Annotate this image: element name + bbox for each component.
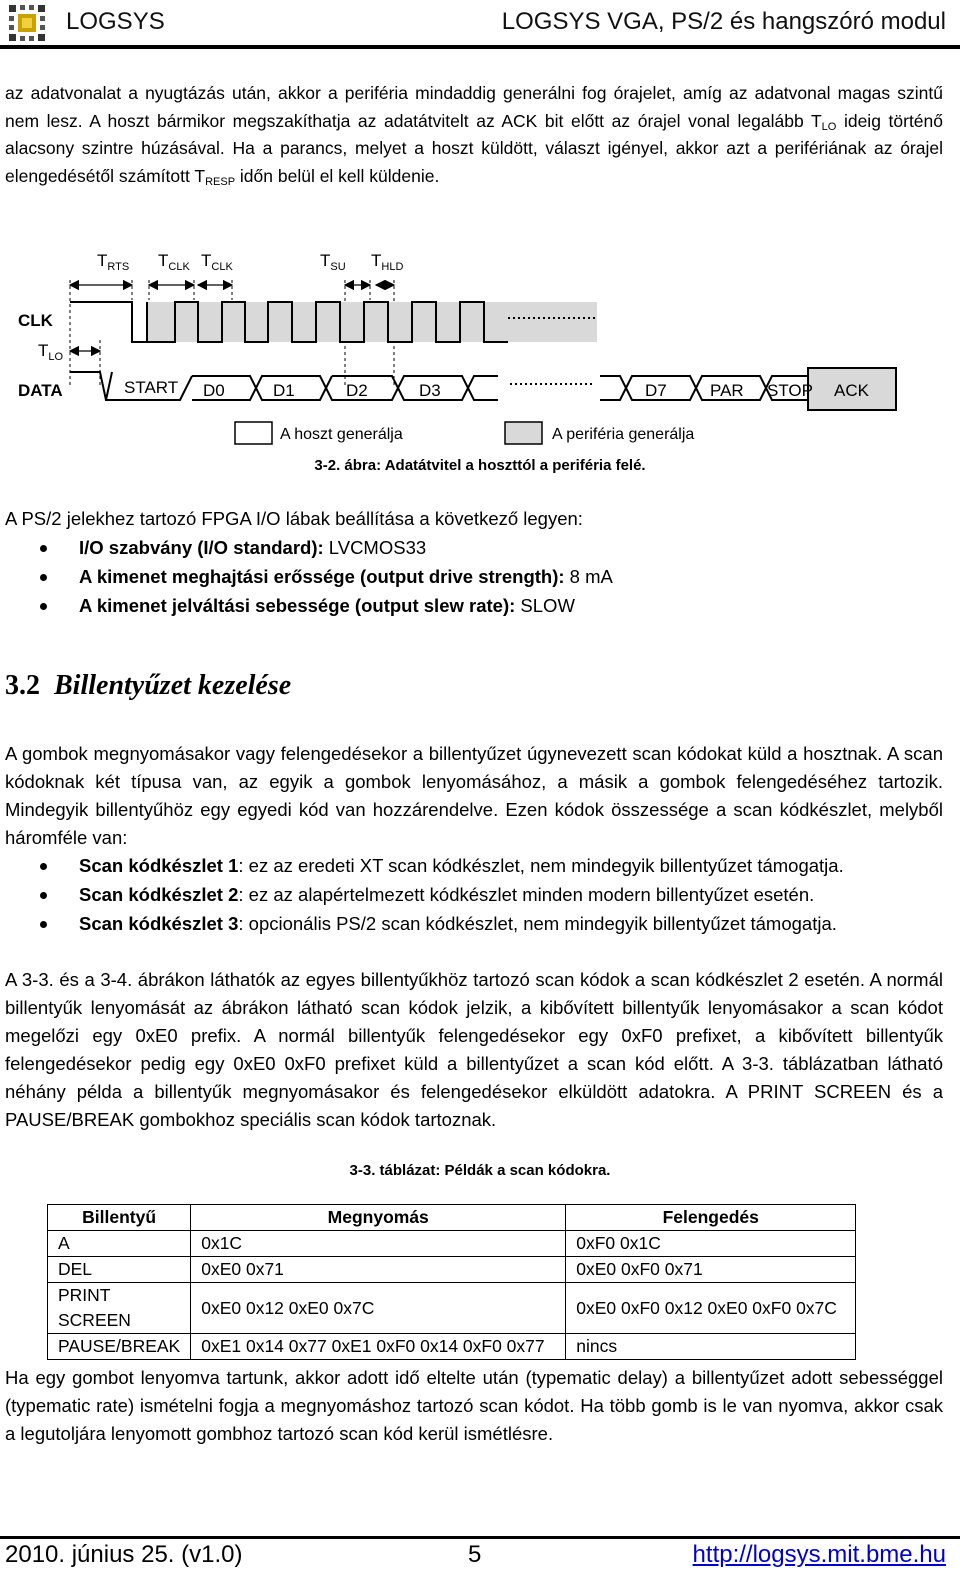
bit-d1: D1 — [273, 381, 295, 400]
scan-code-table — [47, 1204, 856, 1360]
figure-caption: 3-2. ábra: Adatátvitel a hoszttól a periféria felé. — [314, 457, 646, 474]
list-item: Scan kódkészlet 2: ez az alapértelmezett kódkészlet minden modern billentyűzet esetén. — [0, 880, 844, 909]
header-title-left: LOGSYS — [66, 8, 165, 35]
section-heading: 3.2 Billentyűzet kezelése — [5, 670, 292, 701]
bit-par: PAR — [710, 381, 744, 400]
legend-host-label: A hoszt generálja — [280, 426, 403, 443]
header-cell: Billentyű — [48, 1205, 191, 1231]
page-footer — [0, 1536, 960, 1589]
label-tlo: $T_{LO}$ — [38, 341, 64, 363]
timing-diagram — [0, 238, 960, 453]
section-paragraph: A gombok megnyomásakor vagy felengedésekor a billentyűzet úgynevezett scan kódokat küld a hosztnak. A scan kódoknak két típusa van, az egyik a gombok lenyomásához, a másik a gombok felengedéséhez tartozik. Mindegyik billentyűhöz egy egyedi kód van hozzárendelve. Ezen kódok összessége a scan kódkészlet, melyből háromféle van: — [5, 743, 943, 848]
table-cell: 0xE0 0x71 — [191, 1257, 566, 1283]
table-cell: 0xE0 0x12 0xE0 0x7C — [191, 1283, 566, 1334]
header-cell: Megnyomás — [191, 1205, 566, 1231]
table-cell: A — [48, 1231, 191, 1257]
header-rule — [0, 45, 960, 49]
page-header — [0, 0, 960, 46]
data-label: DATA — [18, 381, 63, 400]
bit-d7: D7 — [645, 381, 667, 400]
footer-url-link[interactable]: http://logsys.mit.bme.hu — [692, 1541, 946, 1568]
table-cell: PRINT SCREEN — [48, 1283, 191, 1334]
typematic-paragraph: Ha egy gombot lenyomva tartunk, akkor adott idő eltelte után (typematic delay) a billentyűzet adott sebességgel (typematic rate) ismételni fogja a megnyomáshoz tartozó scan kódot. Ha több gomb is le van nyomva, akkor csak a legutoljára lenyomott gombhoz tartozó scan kód kerül ismétlésre. — [5, 1367, 943, 1444]
legend-periph-label: A periféria generálja — [552, 426, 695, 443]
label-thld: $T_{HLD}$ — [371, 251, 404, 273]
bit-d0: D0 — [203, 381, 225, 400]
bit-start: START — [124, 378, 179, 397]
header-cell: Felengedés — [566, 1205, 856, 1231]
footer-rule — [0, 1536, 960, 1539]
bit-d2: D2 — [346, 381, 368, 400]
table-row — [48, 1283, 856, 1334]
table-cell: nincs — [566, 1334, 856, 1360]
table-cell: PAUSE/BREAK — [48, 1334, 191, 1360]
table-cell: 0xE1 0x14 0x77 0xE1 0xF0 0x14 0xF0 0x77 — [191, 1334, 566, 1360]
table-row — [48, 1231, 856, 1257]
settings-list — [0, 533, 613, 620]
bit-stop: STOP — [767, 381, 813, 400]
table-caption: 3-3. táblázat: Példák a scan kódokra. — [349, 1162, 611, 1179]
table-cell: 0xE0 0xF0 0x71 — [566, 1257, 856, 1283]
list-item: A kimenet jelváltási sebessége (output slew rate): SLOW — [0, 591, 613, 620]
header-title-right: LOGSYS VGA, PS/2 és hangszóró modul — [501, 8, 946, 35]
legend-periph-swatch — [505, 422, 542, 444]
table-cell: 0xE0 0xF0 0x12 0xE0 0xF0 0x7C — [566, 1283, 856, 1334]
footer-date: 2010. június 25. (v1.0) — [5, 1541, 243, 1568]
logsys-logo-icon — [7, 3, 47, 43]
table-cell: DEL — [48, 1257, 191, 1283]
list-item: Scan kódkészlet 1: ez az eredeti XT scan kódkészlet, nem mindegyik billentyűzet támogatja. — [0, 851, 844, 880]
label-tclk-1: $T_{CLK}$ — [158, 251, 190, 273]
legend-host-swatch — [235, 422, 272, 444]
table-cell: 0xF0 0x1C — [566, 1231, 856, 1257]
page-number: 5 — [468, 1541, 482, 1568]
table-cell: 0x1C — [191, 1231, 566, 1257]
settings-intro: A PS/2 jelekhez tartozó FPGA I/O lábak beállítása a következő legyen: — [5, 508, 583, 529]
clk-label: CLK — [18, 311, 53, 330]
label-trts: $T_{RTS}$ — [97, 251, 130, 273]
table-header-row — [48, 1205, 856, 1231]
bit-d3: D3 — [419, 381, 441, 400]
label-tsu: $T_{SU}$ — [320, 251, 346, 273]
label-tclk-2: $T_{CLK}$ — [201, 251, 233, 273]
figures-paragraph: A 3-3. és a 3-4. ábrákon láthatók az egyes billentyűkhöz tartozó scan kódok a scan kódkészlet 2 esetén. A normál billentyűk lenyomását az ábrákon látható scan kódok jelzik, a kibővített billentyűk lenyomásakor a scan kódot megelőzi egy 0xE0 prefix. A normál billentyűk felengedésekor egy 0xF0 prefixet, a kibővített billentyűk felengedésekor pedig egy 0xE0 0xF0 prefixet küld a billentyűzet a scan kód előtt. A 3-3. táblázatban látható néhány példa a billentyűk megnyomásakor és felengedésekor elküldött adatokra. A PRINT SCREEN és a PAUSE/BREAK gombokhoz speciális scan kódok tartoznak. — [5, 969, 943, 1130]
list-item: A kimenet meghajtási erőssége (output drive strength): 8 mA — [0, 562, 613, 591]
list-item: I/O szabvány (I/O standard): LVCMOS33 — [0, 533, 613, 562]
scan-set-list — [0, 851, 844, 938]
bit-ack: ACK — [834, 381, 869, 400]
list-item: Scan kódkészlet 3: opcionális PS/2 scan kódkészlet, nem mindegyik billentyűzet támogatja. — [0, 909, 844, 938]
clk-periph-region — [147, 302, 597, 342]
table-row — [48, 1257, 856, 1283]
table-row — [48, 1334, 856, 1360]
intro-paragraph: az adatvonalat a nyugtázás után, akkor a periféria mindaddig generálni fog órajelet, amíg az adatvonal magas szintű nem lesz. A hoszt bármikor megszakíthatja az adatátvitelt az ACK bit előtt az órajel vonal legalább $T_{LO}$ ideig történő alacsony szintre húzásával. Ha a parancs, melyet a hoszt küldött, választ igényel, akkor azt a perifériának az órajel elengedésétől számított $T_{RESP}$ időn belül el kell küldenie. — [5, 83, 943, 188]
